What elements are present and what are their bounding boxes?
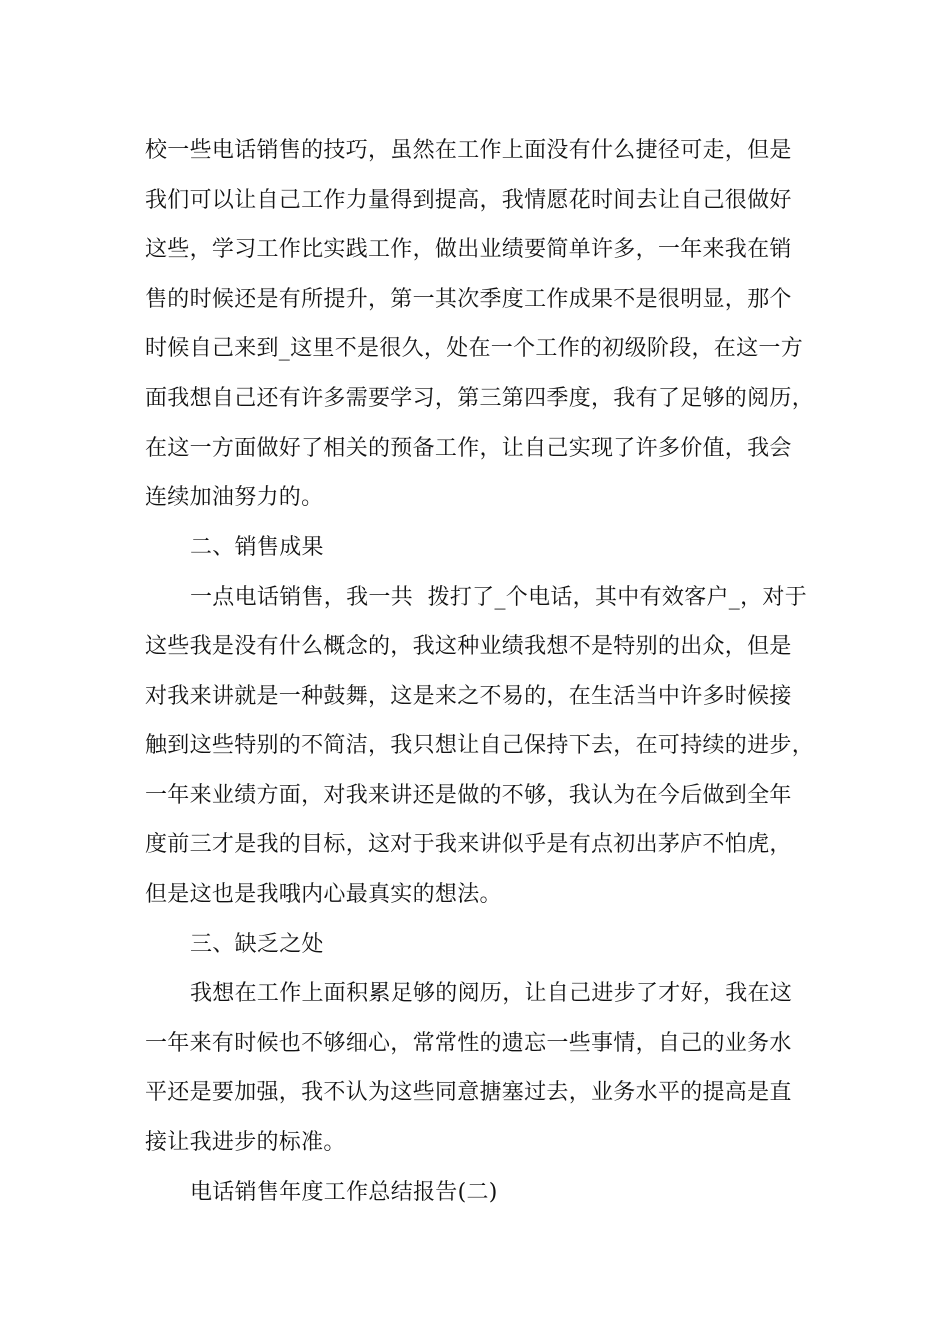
text-line: 度前三才是我的目标，这对于我来讲似乎是有点初出茅庐不怕虎， xyxy=(145,832,792,857)
text-line: 面我想自己还有许多需要学习，第三第四季度，我有了足够的阅历， xyxy=(145,386,815,411)
section-heading: 二、销售成果 xyxy=(190,535,324,560)
text-line: 这些，学习工作比实践工作，做出业绩要简单许多，一年来我在销 xyxy=(145,237,792,262)
text-line: 售的时候还是有所提升，第一其次季度工作成果不是很明显，那个 xyxy=(145,287,792,312)
text-line: 对我来讲就是一种鼓舞，这是来之不易的，在生活当中许多时候接 xyxy=(145,684,792,709)
text-line: 但是这也是我哦内心最真实的想法。 xyxy=(145,882,502,907)
text-line: 触到这些特别的不简洁，我只想让自己保持下去，在可持续的进步， xyxy=(145,733,815,758)
section-heading: 三、缺乏之处 xyxy=(190,932,324,957)
text-line: 时候自己来到_这里不是很久，处在一个工作的初级阶段，在这一方 xyxy=(145,336,804,361)
text-line: 连续加油努力的。 xyxy=(145,485,324,510)
text-line: 这些我是没有什么概念的，我这种业绩我想不是特别的出众，但是 xyxy=(145,634,792,659)
text-line: 在这一方面做好了相关的预备工作，让自己实现了许多价值，我会 xyxy=(145,436,792,461)
text-line: 我们可以让自己工作力量得到提高，我情愿花时间去让自己很做好 xyxy=(145,188,792,213)
text-line: 一点电话销售，我一共 拨打了_个电话，其中有效客户_，对于 xyxy=(190,585,807,610)
text-line: 校一些电话销售的技巧，虽然在工作上面没有什么捷径可走，但是 xyxy=(145,138,792,163)
text-line: 接让我进步的标准。 xyxy=(145,1130,346,1155)
document-title: 电话销售年度工作总结报告(二) xyxy=(190,1180,498,1205)
text-line: 一年来有时候也不够细心，常常性的遗忘一些事情，自己的业务水 xyxy=(145,1031,792,1056)
text-line: 一年来业绩方面，对我来讲还是做的不够，我认为在今后做到全年 xyxy=(145,783,792,808)
text-line: 我想在工作上面积累足够的阅历，让自己进步了才好，我在这 xyxy=(190,981,793,1006)
text-line: 平还是要加强，我不认为这些同意搪塞过去，业务水平的提高是直 xyxy=(145,1080,792,1105)
